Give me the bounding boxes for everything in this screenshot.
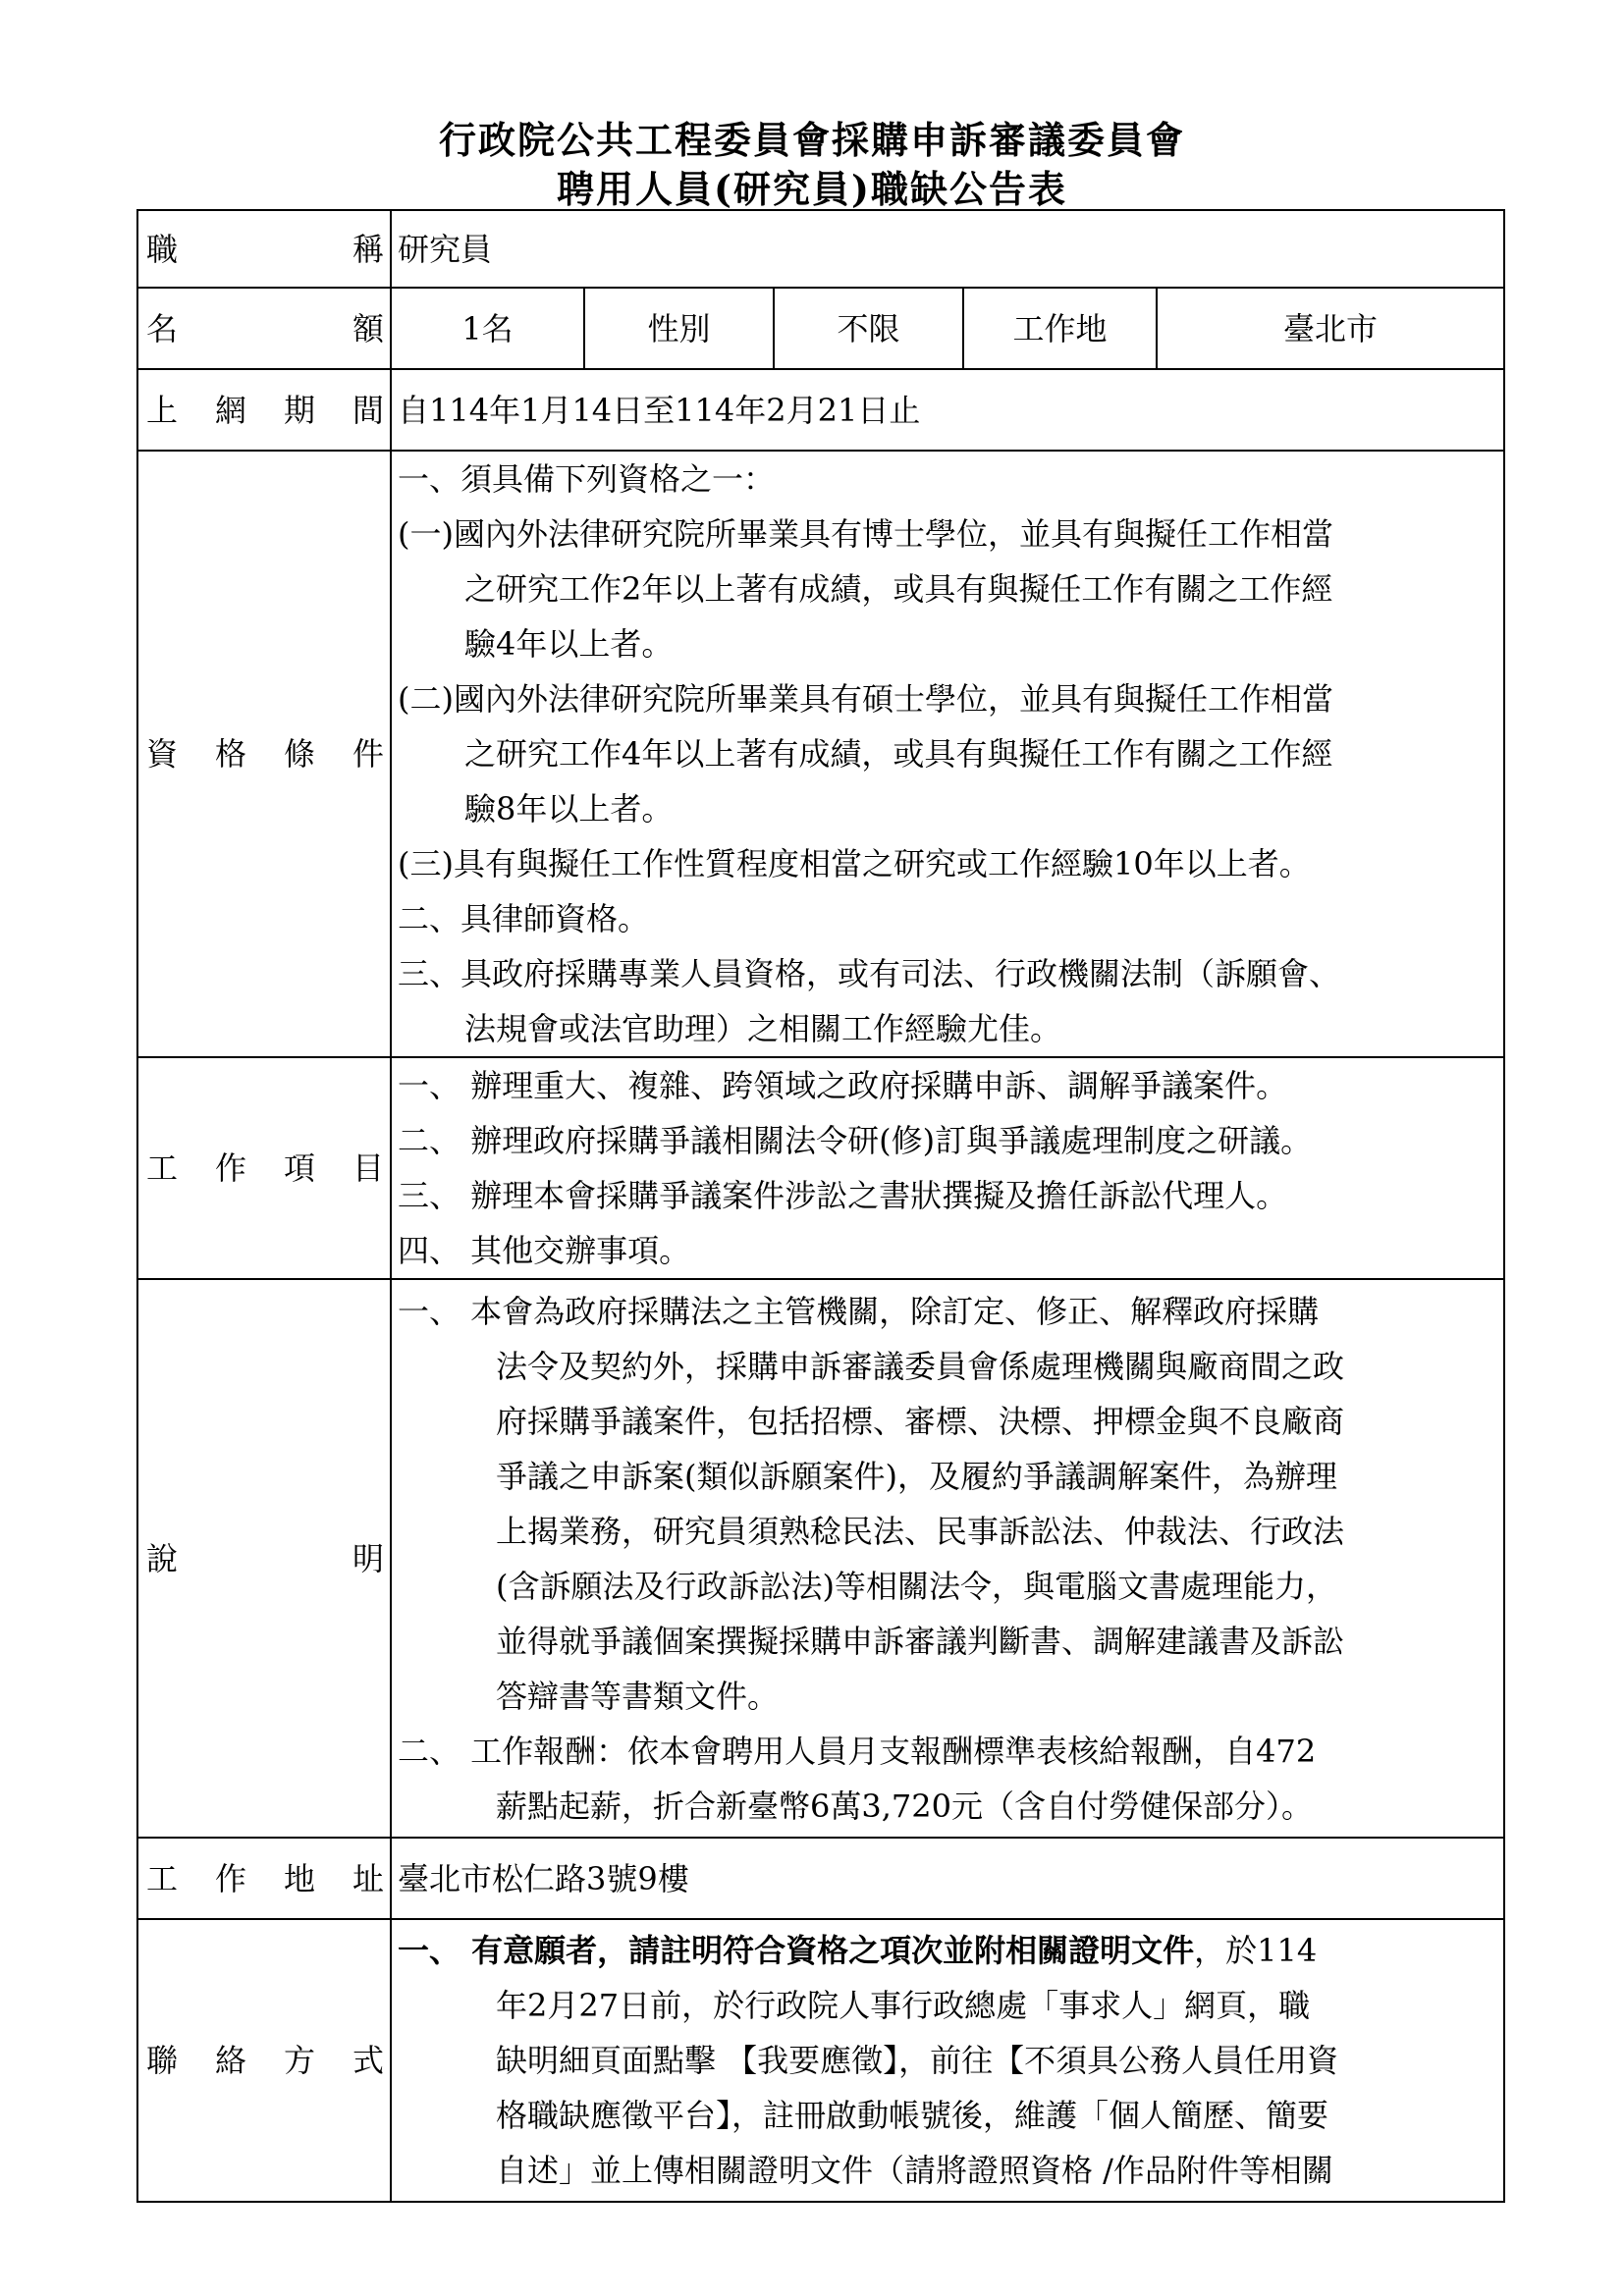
value-position: 研究員 [391, 210, 1504, 288]
label-position: 職 稱 [137, 210, 391, 288]
note-line: 爭議之申訴案(類似訴願案件)，及履約爭議調解案件，為辦理 [496, 1457, 1337, 1495]
row-period [137, 369, 1504, 451]
gender-value: 不限 [774, 288, 963, 369]
qualification-line: (三)具有與擬任工作性質程度相當之研究或工作經驗10年以上者。 [398, 845, 1311, 882]
contact-text: ，於114 [1194, 1932, 1318, 1969]
row-quota [137, 288, 1504, 369]
value-duties [391, 1057, 1504, 1279]
qualification-line: 三、具政府採購專業人員資格，或有司法、行政機關法制（訴願會、 [398, 955, 1341, 992]
qualification-line: 一、須具備下列資格之一： [398, 460, 776, 498]
note-line: 上揭業務，研究員須熟稔民法、民事訴訟法、仲裁法、行政法 [496, 1512, 1345, 1550]
contact-line: 缺明細頁面點擊 【我要應徵】，前往【不須具公務人員任用資 [496, 2042, 1339, 2079]
row-notes [137, 1279, 1504, 1838]
duty-line: 三、 辦理本會採購爭議案件涉訟之書狀撰擬及擔任訴訟代理人。 [398, 1177, 1288, 1214]
qualification-line: 二、具律師資格。 [398, 900, 650, 937]
contact-line: 格職缺應徵平台】，註冊啟動帳號後，維護「個人簡歷、簡要 [496, 2097, 1329, 2134]
quota-count: 1名 [391, 288, 584, 369]
qualification-line: 驗4年以上者。 [464, 625, 674, 663]
contact-line: 自述」並上傳相關證明文件（請將證照資格 /作品附件等相關 [496, 2152, 1333, 2189]
contact-line [398, 1923, 1497, 1978]
note-line: 薪點起薪，折合新臺幣6萬3,720元（含自付勞健保部分）。 [496, 1787, 1313, 1825]
contact-line: 年2月27日前，於行政院人事行政總處「事求人」網頁，職 [496, 1987, 1311, 2024]
duty-line: 二、 辦理政府採購爭議相關法令研(修)訂與爭議處理制度之研議。 [398, 1122, 1313, 1159]
label-address: 工 作 地 址 [137, 1838, 391, 1919]
qualification-line: 之研究工作2年以上著有成績，或具有與擬任工作有關之工作經 [464, 570, 1333, 608]
row-position [137, 210, 1504, 288]
qualification-line: 驗8年以上者。 [464, 790, 674, 828]
note-line: 法令及契約外，採購申訴審議委員會係處理機關與廠商間之政 [496, 1347, 1345, 1385]
note-line: (含訴願法及行政訴訟法)等相關法令，與電腦文書處理能力， [496, 1567, 1337, 1605]
row-address [137, 1838, 1504, 1919]
value-period: 自114年1月14日至114年2月21日止 [391, 369, 1504, 451]
qualification-line: (一)國內外法律研究院所畢業具有博士學位，並具有與擬任工作相當 [398, 515, 1333, 553]
qualification-line: 之研究工作4年以上著有成績，或具有與擬任工作有關之工作經 [464, 735, 1333, 773]
row-qualifications [137, 451, 1504, 1057]
qualification-line: 法規會或法官助理）之相關工作經驗尤佳。 [464, 1010, 1062, 1047]
value-notes [391, 1279, 1504, 1838]
document-subtitle: 聘用人員(研究員)職缺公告表 [557, 167, 1067, 211]
location-value: 臺北市 [1157, 288, 1504, 369]
label-quota: 名 額 [137, 288, 391, 369]
label-notes: 說 明 [137, 1279, 391, 1838]
note-line: 府採購爭議案件，包括招標、審標、決標、押標金與不良廠商 [496, 1402, 1345, 1440]
label-period: 上 網 期 間 [137, 369, 391, 451]
row-duties [137, 1057, 1504, 1279]
label-qualifications: 資 格 條 件 [137, 451, 391, 1057]
note-line: 二、 工作報酬：依本會聘用人員月支報酬標準表核給報酬，自472 [398, 1732, 1317, 1770]
note-line: 並得就爭議個案撰擬採購申訴審議判斷書、調解建議書及訴訟 [496, 1622, 1345, 1660]
row-contact [137, 1919, 1504, 2202]
label-duties: 工 作 項 目 [137, 1057, 391, 1279]
value-qualifications [391, 451, 1504, 1057]
note-line: 答辯書等書類文件。 [496, 1677, 780, 1715]
job-vacancy-table [136, 209, 1505, 2203]
contact-bold-text: 一、 有意願者，請註明符合資格之項次並附相關證明文件 [398, 1932, 1195, 1969]
label-contact: 聯 絡 方 式 [137, 1919, 391, 2202]
document-title: 行政院公共工程委員會採購申訴審議委員會 [438, 118, 1185, 162]
value-address: 臺北市松仁路3號9樓 [391, 1838, 1504, 1919]
duty-line: 四、 其他交辦事項。 [398, 1232, 691, 1269]
value-contact [391, 1919, 1504, 2202]
gender-label: 性別 [584, 288, 774, 369]
note-line: 一、 本會為政府採購法之主管機關，除訂定、修正、解釋政府採購 [398, 1292, 1320, 1330]
duty-line: 一、 辦理重大、複雜、跨領域之政府採購申訴、調解爭議案件。 [398, 1067, 1288, 1104]
qualification-line: (二)國內外法律研究院所畢業具有碩士學位，並具有與擬任工作相當 [398, 680, 1333, 718]
location-label: 工作地 [963, 288, 1157, 369]
